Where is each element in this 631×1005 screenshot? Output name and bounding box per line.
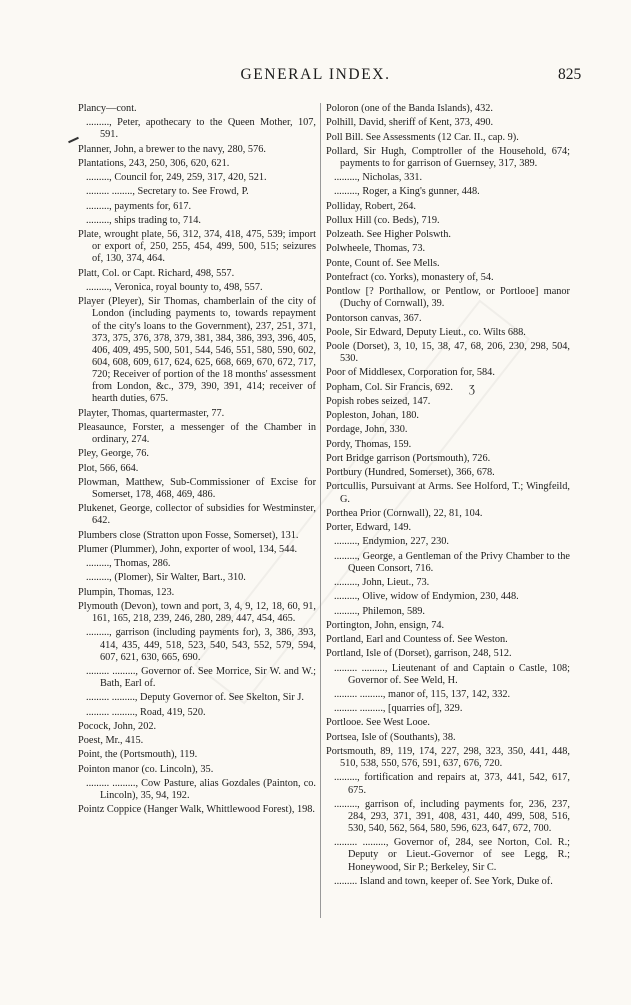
index-entry: Plymouth (Devon), town and port, 3, 4, 9, 12, 18, 60, 91, 161, 165, 218, 239, 246, 280, 289, 447, 454, 465. xyxy=(78,600,316,625)
index-subentry: ........., payments for, 617. xyxy=(86,200,192,212)
index-entry: Pointz Coppice (Hanger Walk, Whittlewood Forest), 198. xyxy=(78,804,316,816)
index-entry: Point, the (Portsmouth), 119. xyxy=(78,749,198,761)
index-entry: Popish robes seized, 147. xyxy=(326,395,431,407)
index-column-left xyxy=(78,103,316,818)
index-entry: Plate, wrought plate, 56, 312, 374, 418, 475, 539; import or export of, 250, 255, 454, 499, 500, 515; seizures of, 130, 374, 464. xyxy=(78,229,316,265)
running-head-title: GENERAL INDEX. xyxy=(240,66,391,83)
index-entry: Port Bridge garrison (Portsmouth), 726. xyxy=(326,452,491,464)
column-divider xyxy=(320,103,321,918)
index-subentry: ........., George, a Gentleman of the Privy Chamber to the Queen Consort, 716. xyxy=(334,550,570,574)
index-entry: Poor of Middlesex, Corporation for, 584. xyxy=(326,367,495,379)
index-entry: Plukenet, George, collector of subsidies for Westminster, 642. xyxy=(78,503,316,527)
index-entry: Portlooe. See West Looe. xyxy=(326,717,430,729)
index-entry: Pley, George, 76. xyxy=(78,448,149,460)
index-subentry: ........., Roger, a King's gunner, 448. xyxy=(334,186,480,198)
index-entry: Plumer (Plummer), John, exporter of wool, 134, 544. xyxy=(78,543,298,555)
index-entry: Poole, Sir Edward, Deputy Lieut., co. Wilts 688. xyxy=(326,326,526,338)
index-entry: Platt, Col. or Capt. Richard, 498, 557. xyxy=(78,267,235,279)
index-entry: Plumpin, Thomas, 123. xyxy=(78,586,175,598)
index-entry: Pleasaunce, Forster, a messenger of the Chamber in ordinary, 274. xyxy=(78,421,316,446)
index-subentry: ........., (Plomer), Sir Walter, Bart., 310. xyxy=(86,572,246,584)
index-entry: Plantations, 243, 250, 306, 620, 621. xyxy=(78,157,230,169)
index-subentry: ........., Veronica, royal bounty to, 498, 557. xyxy=(86,281,263,293)
index-entry: Porthea Prior (Cornwall), 22, 81, 104. xyxy=(326,507,483,519)
index-entry: Poll Bill. See Assessments (12 Car. II., cap. 9). xyxy=(326,131,519,143)
index-entry: Popham, Col. Sir Francis, 692. xyxy=(326,381,453,393)
index-entry: Pontorson canvas, 367. xyxy=(326,312,422,324)
index-entry: Pointon manor (co. Lincoln), 35. xyxy=(78,763,214,775)
index-subentry: ........., Olive, widow of Endymion, 230, 448. xyxy=(334,591,519,603)
index-subentry: ........., Philemon, 589. xyxy=(334,605,425,617)
index-subentry: ........., Nicholas, 331. xyxy=(334,172,423,184)
index-subentry: ........., John, Lieut., 73. xyxy=(334,577,430,589)
index-entry: Pontlow [? Porthallow, or Pentlow, or Portlooe] manor (Duchy of Cornwall), 39. xyxy=(326,286,570,310)
index-subentry: ......... ........., Governor of. See Morrice, Sir W. and W.; Bath, Earl of. xyxy=(86,665,316,690)
index-subentry: ........., Thomas, 286. xyxy=(86,558,171,570)
index-entry: Poole (Dorset), 3, 10, 15, 38, 47, 68, 206, 230, 298, 504, 530. xyxy=(326,341,570,365)
index-subentry: ........., garrison (including payments for), 3, 386, 393, 414, 435, 449, 518, 523, 540, 543, 552, 579, 594, 607, 621, 630, 665, 690. xyxy=(86,627,316,663)
index-entry: Popleston, Johan, 180. xyxy=(326,410,419,422)
index-entry: Ponte, Count of. See Mells. xyxy=(326,257,440,269)
index-subentry: ........., Council for, 249, 259, 317, 420, 521. xyxy=(86,172,267,184)
index-entry: Portsea, Isle of (Southants), 38. xyxy=(326,731,456,743)
index-subentry: ........., Endymion, 227, 230. xyxy=(334,536,449,548)
index-entry: Plancy—cont. xyxy=(78,103,137,114)
index-entry: Pordy, Thomas, 159. xyxy=(326,438,412,450)
index-entry: Portington, John, ensign, 74. xyxy=(326,619,445,631)
index-entry: Pordage, John, 330. xyxy=(326,424,408,436)
index-entry: Playter, Thomas, quartermaster, 77. xyxy=(78,407,225,419)
index-entry: Player (Pleyer), Sir Thomas, chamberlain of the city of London (including payments to, towards repayment of the city's loans to the Government), 237, 251, 371, 373, 375, 376, 378, 379, 381, 384, 386, 393, 396, 405, 406, 409, 495, 500, 501, 544, 546, 551, 580, 590, 602, 604, 608, 609, 617, 624, 625, 668, 669, 670, 672, 717, 720; Receiver of portion of the 18 months' assessment from London, &c., 379, 390, 391, 414; receiver of hearth duties, 675. xyxy=(78,296,316,405)
index-entry: Portbury (Hundred, Somerset), 366, 678. xyxy=(326,467,495,479)
index-entry: Pontefract (co. Yorks), monastery of, 54. xyxy=(326,271,494,283)
index-entry: Poest, Mr., 415. xyxy=(78,735,144,747)
index-entry: Plot, 566, 664. xyxy=(78,462,139,474)
index-entry: Pollard, Sir Hugh, Comptroller of the Household, 674; payments to for garrison of Guernsey, 317, 389. xyxy=(326,145,570,169)
index-entry: Polwheele, Thomas, 73. xyxy=(326,243,426,255)
index-subentry: ......... ........., manor of, 115, 137, 142, 332. xyxy=(334,688,511,700)
index-entry: Portsmouth, 89, 119, 174, 227, 298, 323, 350, 441, 448, 510, 538, 550, 576, 591, 637, 676, 720. xyxy=(326,745,570,770)
index-entry: Portland, Isle of (Dorset), garrison, 248, 512. xyxy=(326,648,512,660)
index-subentry: ......... Island and town, keeper of. See York, Duke of. xyxy=(334,875,553,887)
index-entry: Portcullis, Pursuivant at Arms. See Holford, T.; Wingfeild, G. xyxy=(326,481,570,505)
index-entry: Portland, Earl and Countess of. See Weston. xyxy=(326,634,508,646)
index-subentry: ........., ships trading to, 714. xyxy=(86,214,201,226)
index-column-right xyxy=(326,103,570,890)
index-subentry: ........., fortification and repairs at, 373, 441, 542, 617, 675. xyxy=(334,772,570,796)
index-entry: Poloron (one of the Banda Islands), 432. xyxy=(326,103,494,114)
index-subentry: ......... ........., Deputy Governor of. See Skelton, Sir J. xyxy=(86,692,304,704)
index-entry: Polhill, David, sheriff of Kent, 373, 490. xyxy=(326,117,494,129)
index-entry: Pollux Hill (co. Beds), 719. xyxy=(326,214,440,226)
index-entry: Planner, John, a brewer to the navy, 280, 576. xyxy=(78,143,266,155)
index-entry: Polzeath. See Higher Polswth. xyxy=(326,229,451,241)
index-subentry: ......... ........, Secretary to. See Frowd, P. xyxy=(86,186,249,198)
index-subentry: ......... ........., Road, 419, 520. xyxy=(86,706,206,718)
index-entry: Porter, Edward, 149. xyxy=(326,522,412,534)
page-number: 825 xyxy=(558,66,582,83)
index-entry: Polliday, Robert, 264. xyxy=(326,200,416,212)
index-subentry: ........., Peter, apothecary to the Queen Mother, 107, 591. xyxy=(86,117,316,141)
index-entry: Plumbers close (Stratton upon Fosse, Somerset), 131. xyxy=(78,529,299,541)
index-entry: Pocock, John, 202. xyxy=(78,720,157,732)
index-entry: Plowman, Matthew, Sub-Commissioner of Excise for Somerset, 178, 468, 469, 486. xyxy=(78,476,316,501)
index-subentry: ......... ........., [quarries of], 329. xyxy=(334,703,463,715)
index-subentry: ......... ........., Lieutenant of and Captain o Castle, 108; Governor of. See Weld, H. xyxy=(334,662,570,686)
index-subentry: ........., garrison of, including payments for, 236, 237, 284, 293, 371, 391, 408, 431, 440, 499, 508, 516, 530, 540, 562, 564, 580, 596, 623, 647, 672, 700. xyxy=(334,798,570,835)
index-subentry: ......... ........., Governor of, 284, see Norton, Col. R.; Deputy or Lieut.-Governor of see Legg, R.; Honeywood, Sir P.; Berkeley, Sir C. xyxy=(334,837,570,873)
index-subentry: ......... ........., Cow Pasture, alias Gozdales (Painton, co. Lincoln), 35, 94, 192. xyxy=(86,777,316,801)
handwritten-annotation-icon: Ʒ xyxy=(469,383,475,395)
